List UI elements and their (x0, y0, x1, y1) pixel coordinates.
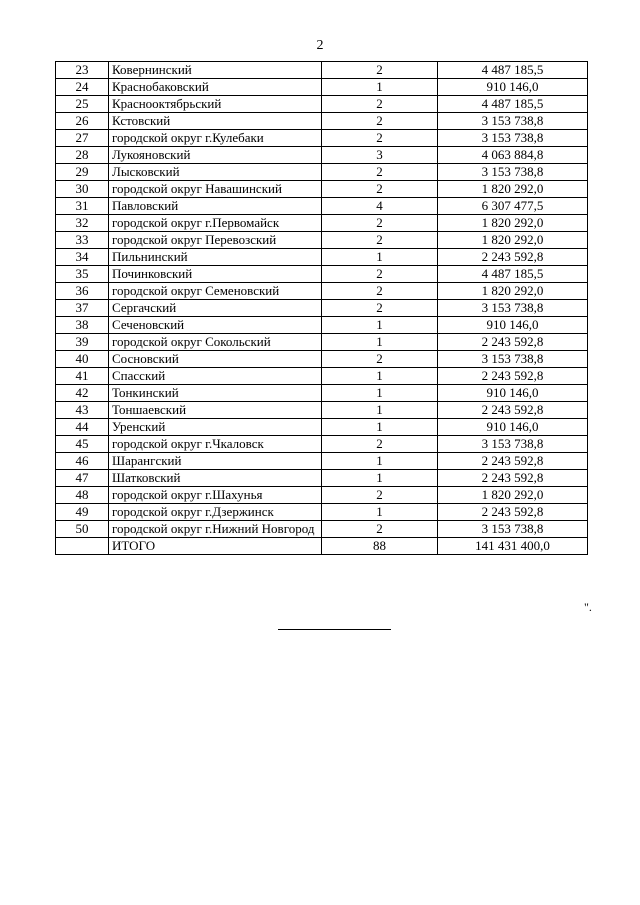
district-name: Уренский (109, 419, 322, 436)
amount: 6 307 477,5 (438, 198, 588, 215)
table-row (56, 521, 588, 538)
unit-count: 2 (322, 300, 438, 317)
row-number: 31 (56, 198, 109, 215)
row-number: 27 (56, 130, 109, 147)
district-name: городской округ Семеновский (109, 283, 322, 300)
unit-count: 1 (322, 334, 438, 351)
row-number: 37 (56, 300, 109, 317)
table-row (56, 436, 588, 453)
district-name: Кстовский (109, 113, 322, 130)
row-number: 33 (56, 232, 109, 249)
amount: 3 153 738,8 (438, 436, 588, 453)
unit-count: 1 (322, 402, 438, 419)
amount: 910 146,0 (438, 385, 588, 402)
amount: 3 153 738,8 (438, 113, 588, 130)
table-row (56, 130, 588, 147)
row-number: 23 (56, 62, 109, 79)
amount: 2 243 592,8 (438, 504, 588, 521)
unit-count: 2 (322, 436, 438, 453)
table-row (56, 504, 588, 521)
district-name: городской округ Перевозский (109, 232, 322, 249)
table-row (56, 453, 588, 470)
total-row (56, 538, 588, 555)
table-body (56, 62, 588, 555)
table-row (56, 113, 588, 130)
district-name: Лукояновский (109, 147, 322, 164)
district-name: Починковский (109, 266, 322, 283)
unit-count: 2 (322, 351, 438, 368)
district-name: Сосновский (109, 351, 322, 368)
row-number: 35 (56, 266, 109, 283)
row-number: 30 (56, 181, 109, 198)
amount: 4 487 185,5 (438, 62, 588, 79)
district-name: Пильнинский (109, 249, 322, 266)
amount: 4 487 185,5 (438, 96, 588, 113)
unit-count: 1 (322, 419, 438, 436)
unit-count: 2 (322, 266, 438, 283)
unit-count: 1 (322, 470, 438, 487)
amount: 4 487 185,5 (438, 266, 588, 283)
table-row (56, 351, 588, 368)
district-name: Тоншаевский (109, 402, 322, 419)
row-number: 34 (56, 249, 109, 266)
table-row (56, 147, 588, 164)
row-number: 36 (56, 283, 109, 300)
table-row (56, 96, 588, 113)
amount: 1 820 292,0 (438, 181, 588, 198)
district-name: Тонкинский (109, 385, 322, 402)
amount: 3 153 738,8 (438, 164, 588, 181)
row-number: 38 (56, 317, 109, 334)
unit-count: 2 (322, 96, 438, 113)
row-number: 50 (56, 521, 109, 538)
amount: 3 153 738,8 (438, 300, 588, 317)
total-label: ИТОГО (109, 538, 322, 555)
unit-count: 2 (322, 521, 438, 538)
unit-count: 2 (322, 62, 438, 79)
row-number: 32 (56, 215, 109, 232)
district-name: Лысковский (109, 164, 322, 181)
row-number: 45 (56, 436, 109, 453)
district-name: городской округ г.Нижний Новгород (109, 521, 322, 538)
district-name: Сергачский (109, 300, 322, 317)
table-row (56, 198, 588, 215)
total-empty-cell (56, 538, 109, 555)
table-row (56, 266, 588, 283)
district-name: Спасский (109, 368, 322, 385)
amount: 2 243 592,8 (438, 368, 588, 385)
row-number: 28 (56, 147, 109, 164)
district-name: Сеченовский (109, 317, 322, 334)
unit-count: 3 (322, 147, 438, 164)
row-number: 26 (56, 113, 109, 130)
district-name: Краснооктябрьский (109, 96, 322, 113)
amount: 2 243 592,8 (438, 249, 588, 266)
unit-count: 2 (322, 232, 438, 249)
unit-count: 2 (322, 164, 438, 181)
row-number: 46 (56, 453, 109, 470)
table-row (56, 249, 588, 266)
unit-count: 2 (322, 215, 438, 232)
district-name: городской округ Сокольский (109, 334, 322, 351)
amount: 2 243 592,8 (438, 402, 588, 419)
page-number: 2 (316, 38, 324, 53)
row-number: 42 (56, 385, 109, 402)
row-number: 44 (56, 419, 109, 436)
amount: 910 146,0 (438, 79, 588, 96)
unit-count: 1 (322, 385, 438, 402)
amount: 2 243 592,8 (438, 470, 588, 487)
unit-count: 2 (322, 181, 438, 198)
unit-count: 2 (322, 113, 438, 130)
table-row (56, 181, 588, 198)
row-number: 41 (56, 368, 109, 385)
row-number: 25 (56, 96, 109, 113)
unit-count: 2 (322, 130, 438, 147)
table-row (56, 487, 588, 504)
amount: 2 243 592,8 (438, 453, 588, 470)
table-row (56, 62, 588, 79)
table-row (56, 385, 588, 402)
unit-count: 1 (322, 453, 438, 470)
table-row (56, 402, 588, 419)
amount: 1 820 292,0 (438, 232, 588, 249)
row-number: 39 (56, 334, 109, 351)
amount: 1 820 292,0 (438, 283, 588, 300)
district-name: городской округ г.Дзержинск (109, 504, 322, 521)
district-name: городской округ г.Первомайск (109, 215, 322, 232)
total-count: 88 (322, 538, 438, 555)
row-number: 40 (56, 351, 109, 368)
row-number: 43 (56, 402, 109, 419)
table-row (56, 232, 588, 249)
district-name: Шатковский (109, 470, 322, 487)
table-row (56, 419, 588, 436)
amount: 3 153 738,8 (438, 351, 588, 368)
amount: 1 820 292,0 (438, 487, 588, 504)
unit-count: 2 (322, 283, 438, 300)
unit-count: 1 (322, 368, 438, 385)
amount: 2 243 592,8 (438, 334, 588, 351)
table-row (56, 79, 588, 96)
amount: 1 820 292,0 (438, 215, 588, 232)
row-number: 48 (56, 487, 109, 504)
unit-count: 4 (322, 198, 438, 215)
table-row (56, 300, 588, 317)
amount: 3 153 738,8 (438, 521, 588, 538)
district-name: Ковернинский (109, 62, 322, 79)
table-row (56, 368, 588, 385)
district-name: Шарангский (109, 453, 322, 470)
separator-line (278, 629, 391, 630)
row-number: 49 (56, 504, 109, 521)
table-row (56, 317, 588, 334)
table-row (56, 470, 588, 487)
district-name: городской округ г.Кулебаки (109, 130, 322, 147)
unit-count: 2 (322, 487, 438, 504)
total-sum: 141 431 400,0 (438, 538, 588, 555)
table-row (56, 334, 588, 351)
district-name: городской округ Навашинский (109, 181, 322, 198)
row-number: 47 (56, 470, 109, 487)
table-row (56, 215, 588, 232)
row-number: 24 (56, 79, 109, 96)
amount: 4 063 884,8 (438, 147, 588, 164)
allocation-table (55, 61, 588, 555)
row-number: 29 (56, 164, 109, 181)
unit-count: 1 (322, 79, 438, 96)
district-name: городской округ г.Шахунья (109, 487, 322, 504)
unit-count: 1 (322, 504, 438, 521)
district-name: городской округ г.Чкаловск (109, 436, 322, 453)
district-name: Павловский (109, 198, 322, 215)
amount: 910 146,0 (438, 317, 588, 334)
amount: 910 146,0 (438, 419, 588, 436)
closing-quote: ". (584, 600, 592, 614)
district-name: Краснобаковский (109, 79, 322, 96)
table-row (56, 164, 588, 181)
unit-count: 1 (322, 317, 438, 334)
table-row (56, 283, 588, 300)
amount: 3 153 738,8 (438, 130, 588, 147)
unit-count: 1 (322, 249, 438, 266)
